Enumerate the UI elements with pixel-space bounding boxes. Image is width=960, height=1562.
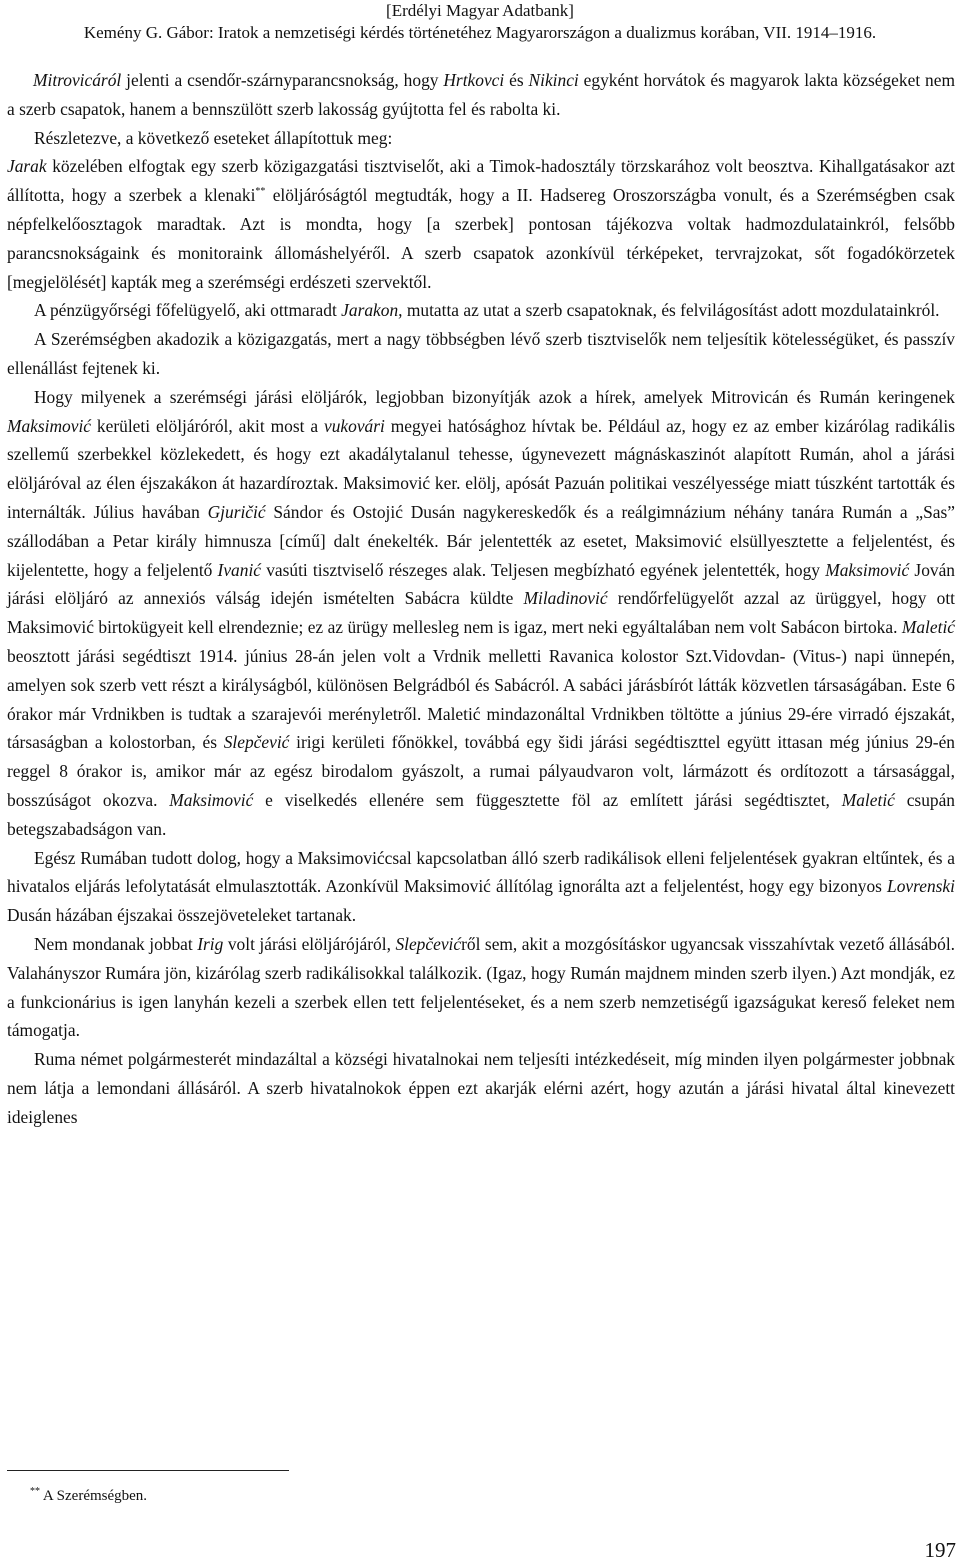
paragraph-mitrovica: Mitrovicáról jelenti a csendőr-szárnyparancsnokság, hogy Hrtkovci és Nikinci egyként horvátok és magyarok lakta községeket nem a szerb csapatok, hanem a bennszülött szerb lakosság gyújtotta fel és rabolta ki. (7, 70, 955, 119)
source-label: [Erdélyi Magyar Adatbank] (386, 1, 574, 20)
main-text (7, 66, 955, 1131)
paragraph-ruma-reports: Egész Rumában tudott dolog, hogy a Maksimovićcsal kapcsolatban álló szerb radikálisok elleni feljelentések gyakran eltűntek, és a hivatalos eljárás lefolytatását elmulasztották. Azonkívül Maksimović állítólag ignorálta azt a feljelentést, hogy egy bizonyos Lovrenski Dusán házában éjszakai összejöveteleket tartanak. (7, 847, 955, 926)
footnote (30, 1486, 147, 1506)
footnote-marker: ** (30, 1486, 40, 1497)
paragraph-financial-guard: A pénzügyőrségi főfelügyelő, aki ottmaradt Jarakon, mutatta az utat a szerb csapatoknak, és felvilágosítást adott mozdulatainkról. (34, 300, 940, 321)
paragraph-irig: Nem mondanak jobbat Irig volt járási elöljárójáról, Slepčevićről sem, akit a mozgósításkor ugyancsak visszahívtak vezető állásából. Valahányszor Rumára jön, kizárólag szerb radikálisokkal találkozik. (Igaz, hogy Rumán majdnem minden szerb ilyen.) Azt mondják, ez a funkcionárius is igen lanyhán kezeli a szerbek ellen tett feljelentéseket, és a nem szerb nemzetiségű igazságukat kereső feleket nem támogatja. (7, 933, 955, 1041)
paragraph-district-officials: Hogy milyenek a szerémségi járási elöljárók, legjobban bizonyítják azok a hírek, amelyek Mitrovicán és Rumán keringenek Maksimović kerületi elöljáróról, akit most a vukovári megyei hatósághoz hívtak be. Például az, hogy ez az ember kizárólag radikális szellemű szerbekkel közlekedett, és hogy ezt akadálytalanul tehesse, úgynevezett mágnáskaszinót alapított Rumán, ahol a járási elöljáróval az élen éjszakákon át hazardíroztak. Maksimović ker. elölj, apósát Pazuán politikai veszélyessége miatt túszként tartották és internálták. Július havában Gjuričić Sándor és Ostojić Dusán nagykereskedők és a reálgimnázium néhány tanára Rumán a „Sas” szállodában a Petar király himnusza [című] dalt énekelték. Bár jelentették az esetet, Maksimović elsüllyesztette a feljelentést, és kijelentette, hogy a feljelentő Ivanić vasúti tisztviselő részeges alak. Teljesen megbízható egyének jelentették, hogy Maksimović Jován járási elöljáró az annexiós válság idején ismételten Sabácra küldte Miladinović rendőrfelügyelőt azzal az ürüggyel, hogy ott Maksimović birtokügyeit kell elrendeznie; ez az ürügy mellesleg nem is igaz, mert neki egyáltalában nem volt Sabácon birtoka. Maletić beosztott járási segédtiszt 1914. június 28-án jelen volt a Vrdnik melletti Ravanica kolostor Szt.Vidovdan- (Vitus-) napi ünnepén, amelyen sok szerb vett részt a királyságból, különösen Belgrádból és Sabácról. A sabáci járásbírót látták közvetlen társaságában. Este 6 órakor már Vrdnikben is tudtak a szarajevói merényletről. Maletić mindazonáltal Vrdnikben töltötte a június 29-ére virradó éjszakát, társaságban a kolostorban, és Slepčević irigi kerületi főnökkel, továbbá egy šidi járási segédtiszttel együtt ittasan még június 29-én reggel 8 órakor is, amikor már az egész birodalom gyászolt, a rumai pályaudvaron volt, lármázott és ordítozott a társasággal, bosszúságot okozva. Maksimović e viselkedés ellenére sem függesztette föl az említett járási segédtisztet, Maletić csupán betegszabadságon van. (7, 386, 956, 839)
page-number: 197 (924, 1538, 956, 1562)
page-header (0, 0, 960, 44)
paragraph-ruma-mayor: Ruma német polgármesterét mindazáltal a községi hivatalnokai nem teljesíti intézkedéseit, míg minden ilyen polgármester jobbnak nem látja a lemondani állásáról. A szerb hivatalnokok éppen ezt akarják elérni azért, hogy azután a járási hivatal által kinevezett ideiglenes (7, 1049, 955, 1127)
footnote-divider (7, 1470, 289, 1471)
paragraph-details-intro: Részletezve, a következő eseteket állapítottuk meg: (34, 127, 393, 148)
footnote-text: A Szerémségben. (40, 1488, 148, 1504)
book-citation: Kemény G. Gábor: Iratok a nemzetiségi kérdés történetéhez Magyarországon a dualizmus korában, VII. 1914–1916. (83, 23, 877, 42)
footnote-reference: ** (255, 186, 266, 198)
paragraph-administration: A Szerémségben akadozik a közigazgatás, mert a nagy többségben lévő szerb tisztviselők nem teljesítik kötelességüket, és passzív ellenállást fejtenek ki. (7, 329, 955, 378)
paragraph-jarak: Jarak közelében elfogtak egy szerb közigazgatási tisztviselőt, aki a Timok-hadosztály törzskarához volt beosztva. Kihallgatásakor azt állította, hogy a szerbek a klenaki** elöljáróságtól megtudták, hogy a II. Hadsereg Oroszországba vonult, és a Szerémségben csak népfelkelőosztagok maradtak. Azt is mondta, hogy [a szerbek] pontosan tájékozva voltak hadmozdulatainkról, felsőbb parancsnokságaink és monitoraink állomáshelyéről. A szerb csapatok azonkívül térképeket, tervrajzokat, sőt fogadókörzetek [megjelölését] kapták meg a szerémségi erdészeti szervektől. (7, 156, 955, 292)
